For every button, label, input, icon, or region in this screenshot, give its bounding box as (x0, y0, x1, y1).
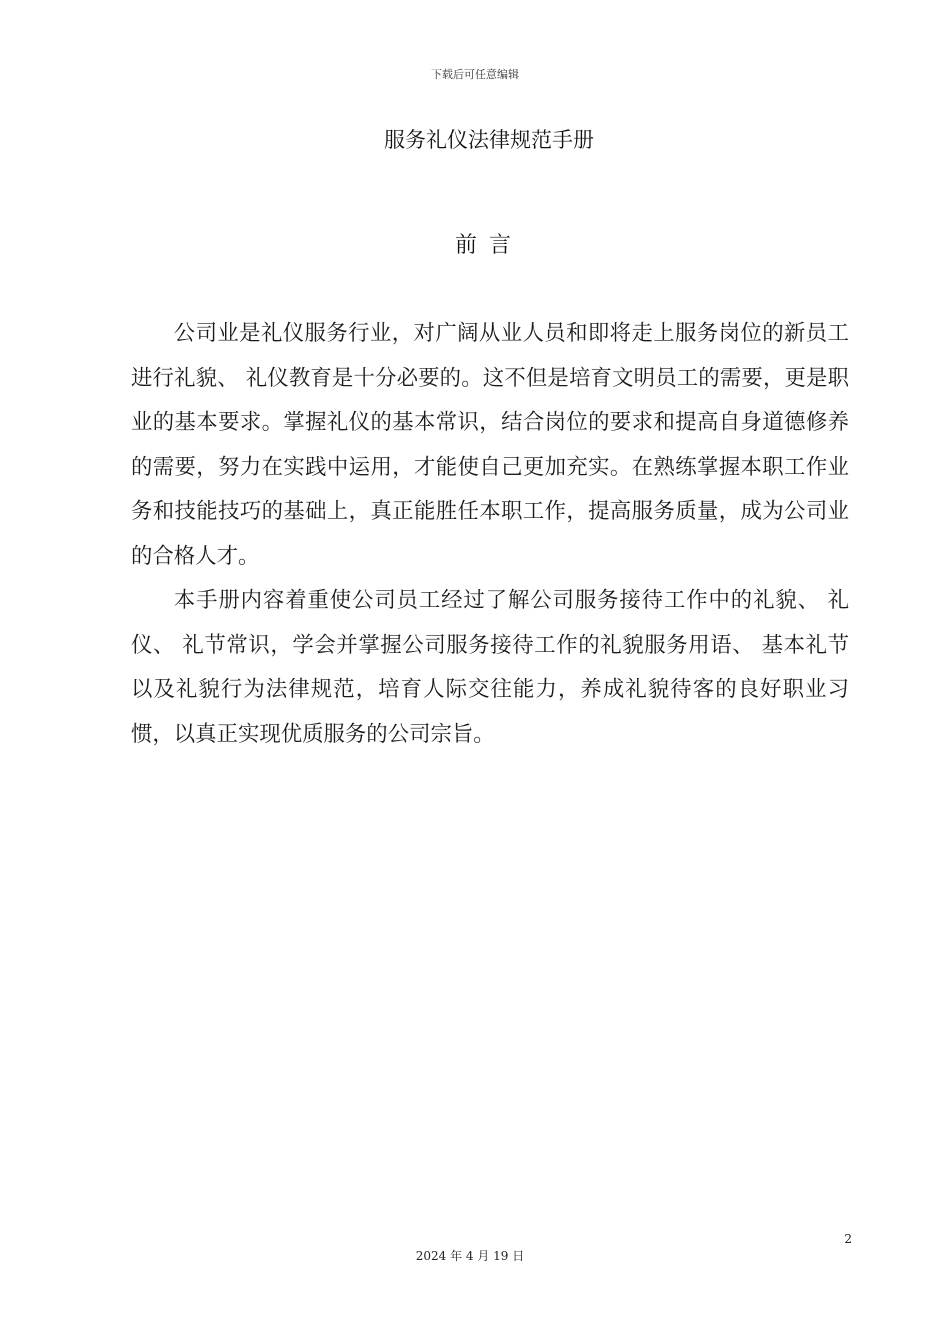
footer-date: 2024 年 4 月 19 日 (415, 1249, 525, 1263)
paragraph-2: 本手册内容着重使公司员工经过了解公司服务接待工作中的礼貌、 礼仪、 礼节常识，学会并掌握公司服务接待工作的礼貌服务用语、 基本礼节以及礼貌行为法律规范，培育人际交往能力，养成礼貌待客的良好职业习惯，以真正实现优质服务的公司宗旨。 (131, 588, 849, 747)
header-note: 下载后可任意编辑 (431, 68, 519, 81)
page-number: 2 (844, 1232, 852, 1246)
document-title: 服务礼仪法律规范手册 (384, 128, 594, 152)
preface-body (131, 312, 849, 757)
paragraph-1: 公司业是礼仪服务行业，对广阔从业人员和即将走上服务岗位的新员工进行礼貌、 礼仪教育是十分必要的。这不但是培育文明员工的需要，更是职业的基本要求。掌握礼仪的基本常识，结合岗位的要求和提高自身道德修养的需要，努力在实践中运用，才能使自己更加充实。在熟练掌握本职工作业务和技能技巧的基础上，真正能胜任本职工作，提高服务质量，成为公司业的合格人才。 (131, 321, 849, 569)
section-title-preface: 前言 (454, 233, 523, 258)
